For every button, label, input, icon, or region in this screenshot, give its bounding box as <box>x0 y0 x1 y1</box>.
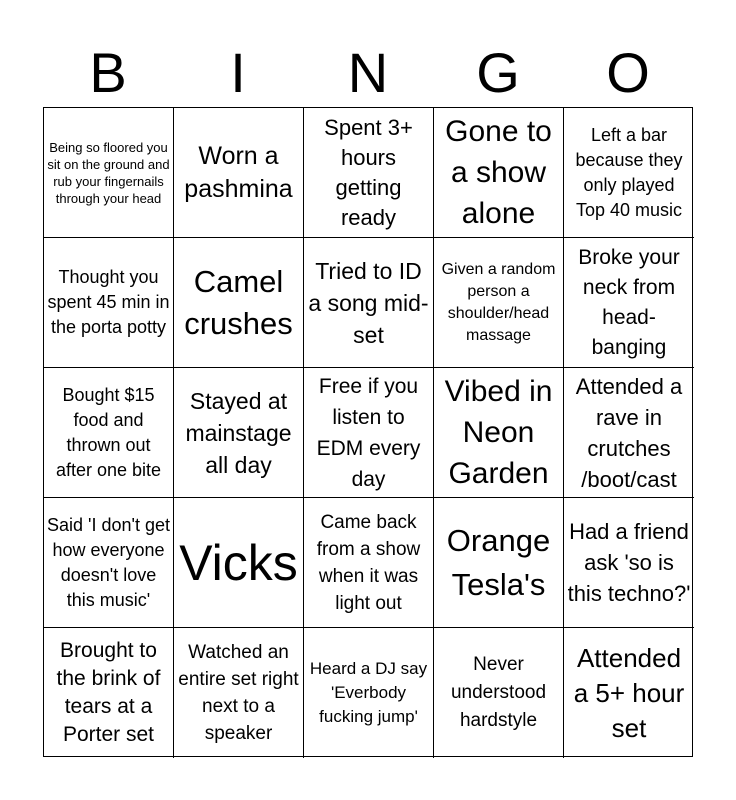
bingo-cell-r1c5[interactable] <box>564 108 694 238</box>
bingo-cell-r5c3[interactable] <box>304 628 434 758</box>
header-letter-b: B <box>89 41 127 104</box>
bingo-cell-r4c1[interactable] <box>44 498 174 628</box>
cell-text: Being so floored you sit on the ground and rub your fingernails through your head <box>47 139 170 206</box>
bingo-cell-r2c2[interactable] <box>174 238 304 368</box>
bingo-cell-r2c3[interactable] <box>304 238 434 368</box>
cell-text: Attended a rave in crutches /boot/cast <box>575 373 683 492</box>
cell-text: Came back from a show when it was light out <box>316 511 421 614</box>
bingo-cell-r3c3[interactable] <box>304 368 434 498</box>
cell-text: Worn a pashmina <box>184 141 293 203</box>
cell-text: Bought $15 food and thrown out after one bite <box>55 384 162 480</box>
bingo-header <box>43 40 693 106</box>
bingo-cell-r4c4[interactable] <box>434 498 564 628</box>
cell-text: Left a bar because they only played Top 40 music <box>575 124 683 220</box>
cell-text: Had a friend ask 'so is this techno?' <box>567 519 691 606</box>
cell-text: Vibed in Neon Garden <box>444 375 553 490</box>
header-letter-o: O <box>606 41 650 104</box>
cell-text: Orange Tesla's <box>446 522 551 602</box>
bingo-cell-r1c3[interactable] <box>304 108 434 238</box>
cell-text: Free if you listen to EDM every day <box>316 374 421 491</box>
cell-text: Vicks <box>179 534 298 591</box>
cell-text: Never understood hardstyle <box>450 654 547 731</box>
bingo-grid <box>43 107 693 757</box>
bingo-cell-r5c5[interactable] <box>564 628 694 758</box>
bingo-cell-r2c1[interactable] <box>44 238 174 368</box>
bingo-cell-r2c4[interactable] <box>434 238 564 368</box>
bingo-cell-r3c2[interactable] <box>174 368 304 498</box>
cell-text: Tried to ID a song mid-set <box>308 257 429 348</box>
cell-text: Given a random person a shoulder/head massage <box>441 260 556 344</box>
bingo-cell-r1c4[interactable] <box>434 108 564 238</box>
cell-text: Broke your neck from head-banging <box>578 245 680 359</box>
cell-text: Camel crushes <box>184 263 293 341</box>
bingo-cell-r3c1[interactable] <box>44 368 174 498</box>
header-letter-n: N <box>347 41 389 104</box>
bingo-cell-r5c4[interactable] <box>434 628 564 758</box>
bingo-cell-r3c5[interactable] <box>564 368 694 498</box>
cell-text: Heard a DJ say 'Everbody fucking jump' <box>309 659 428 726</box>
cell-text: Gone to a show alone <box>445 115 552 230</box>
bingo-cell-r5c2[interactable] <box>174 628 304 758</box>
cell-text: Attended a 5+ hour set <box>573 642 685 743</box>
cell-text: Stayed at mainstage all day <box>185 387 292 478</box>
header-letter-i: I <box>230 41 246 104</box>
bingo-cell-r3c4[interactable] <box>434 368 564 498</box>
cell-text: Said 'I don't get how everyone doesn't love this music' <box>47 514 170 610</box>
bingo-cell-r2c5[interactable] <box>564 238 694 368</box>
bingo-cell-r4c3[interactable] <box>304 498 434 628</box>
cell-text: Brought to the brink of tears at a Porter set <box>56 639 161 746</box>
cell-text: Watched an entire set right next to a speaker <box>178 642 299 744</box>
bingo-cell-r5c1[interactable] <box>44 628 174 758</box>
bingo-cell-r4c2[interactable] <box>174 498 304 628</box>
cell-text: Spent 3+ hours getting ready <box>324 114 413 230</box>
cell-text: Thought you spent 45 min in the porta potty <box>47 267 170 337</box>
bingo-cell-r4c5[interactable] <box>564 498 694 628</box>
header-letter-g: G <box>476 41 520 104</box>
bingo-cell-r1c2[interactable] <box>174 108 304 238</box>
bingo-cell-r1c1[interactable] <box>44 108 174 238</box>
